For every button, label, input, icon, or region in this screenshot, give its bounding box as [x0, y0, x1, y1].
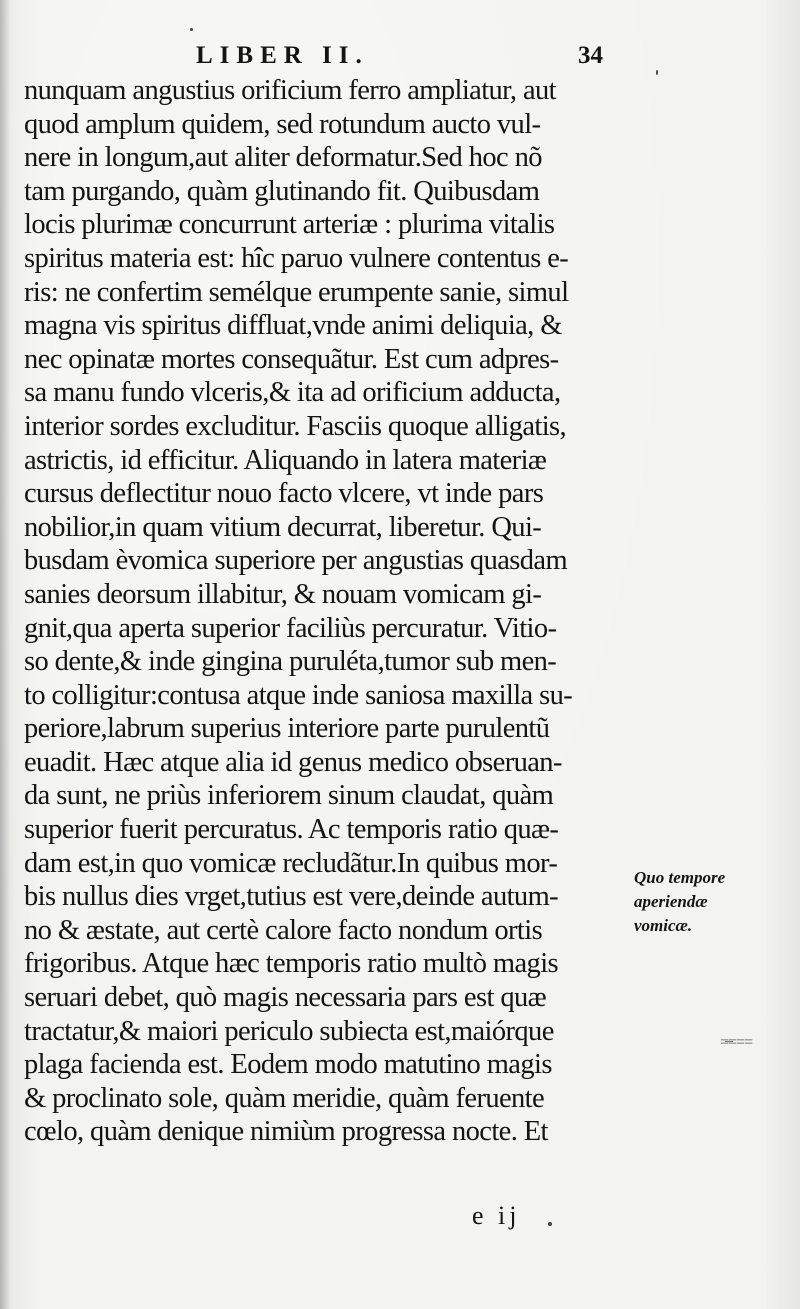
- text-line: & proclinato sole, quàm meridie, quàm feruente: [24, 1082, 545, 1114]
- text-line: so dente,& inde gingina puruléta,tumor sub men-: [24, 646, 557, 678]
- text-line: plaga facienda est. Eodem modo matutino magis: [24, 1049, 552, 1081]
- text-line: dam est,in quo vomicæ recludãtur.In quibus mor-: [24, 847, 558, 879]
- text-line: sa manu fundo vlceris,& ita ad orificium adducta,: [24, 377, 561, 409]
- text-line: busdam èvomica superiore per angustias quasdam: [24, 545, 568, 577]
- text-line: spiritus materia est: hîc paruo vulnere contentus e-: [24, 242, 569, 274]
- text-line: cursus deflectitur nouo facto vlcere, vt inde pars: [24, 478, 544, 510]
- text-line: periore,labrum superius interiore parte purulentũ: [24, 713, 550, 745]
- text-line: seruari debet, quò magis necessaria pars est quæ: [24, 982, 547, 1014]
- margin-scribble: =̶===: [720, 1034, 753, 1051]
- page-number: 34: [578, 42, 603, 69]
- text-line: nunquam angustius orificium ferro ampliatur, aut: [24, 75, 557, 106]
- marginal-note: [634, 866, 794, 938]
- ink-speck: [548, 1222, 552, 1226]
- text-line: nere in longum,aut aliter deformatur.Sed hoc nõ: [24, 142, 542, 174]
- marginal-note-line: aperiendæ: [634, 892, 708, 911]
- text-line: cœlo, quàm denique nimiùm progressa nocte. Et: [24, 1116, 548, 1148]
- text-line: nobilior,in quam vitium decurrat, liberetur. Qui-: [24, 511, 542, 543]
- body-text: [24, 74, 634, 1149]
- running-head: LIBER II.: [196, 42, 369, 69]
- text-line: interior sordes excluditur. Fasciis quoque alligatis,: [24, 410, 567, 442]
- ink-speck: [656, 70, 658, 75]
- marginal-note-line: vomicæ.: [634, 916, 693, 935]
- text-line: gnit,qua aperta superior faciliùs percuratur. Vitio-: [24, 612, 557, 644]
- ink-speck: [190, 28, 193, 31]
- text-line: tractatur,& maiori periculo subiecta est,maiórque: [24, 1015, 554, 1047]
- gutter-shadow: [0, 0, 10, 1309]
- text-line: astrictis, id efficitur. Aliquando in latera materiæ: [24, 444, 547, 476]
- text-line: sanies deorsum illabitur, & nouam vomicam gi-: [24, 578, 542, 610]
- text-line: no & æstate, aut certè calore facto nondum ortis: [24, 914, 543, 946]
- marginal-note-line: Quo tempore: [634, 868, 726, 887]
- text-line: frigoribus. Atque hæc temporis ratio multò magis: [24, 948, 559, 980]
- text-line: da sunt, ne priùs inferiorem sinum claudat, quàm: [24, 780, 554, 812]
- text-line: superior fuerit percuratus. Ac temporis ratio quæ-: [24, 814, 559, 846]
- text-line: nec opinatæ mortes consequãtur. Est cum adpres-: [24, 343, 559, 375]
- text-line: bis nullus dies vrget,tutius est vere,deinde autum-: [24, 881, 559, 913]
- text-line: tam purgando, quàm glutinando fit. Quibusdam: [24, 175, 540, 207]
- text-line: to colligitur:contusa atque inde saniosa maxilla su-: [24, 679, 573, 711]
- signature-mark: e ij: [472, 1201, 521, 1230]
- text-line: ris: ne confertim semélque erumpente sanie, simul: [24, 276, 569, 308]
- text-line: magna vis spiritus diffluat,vnde animi deliquia, &: [24, 310, 562, 342]
- text-line: quod amplum quidem, sed rotundum aucto vul-: [24, 108, 541, 140]
- text-line: locis plurimæ concurrunt arteriæ : plurima vitalis: [24, 209, 555, 241]
- text-line: euadit. Hæc atque alia id genus medico obseruan-: [24, 746, 562, 778]
